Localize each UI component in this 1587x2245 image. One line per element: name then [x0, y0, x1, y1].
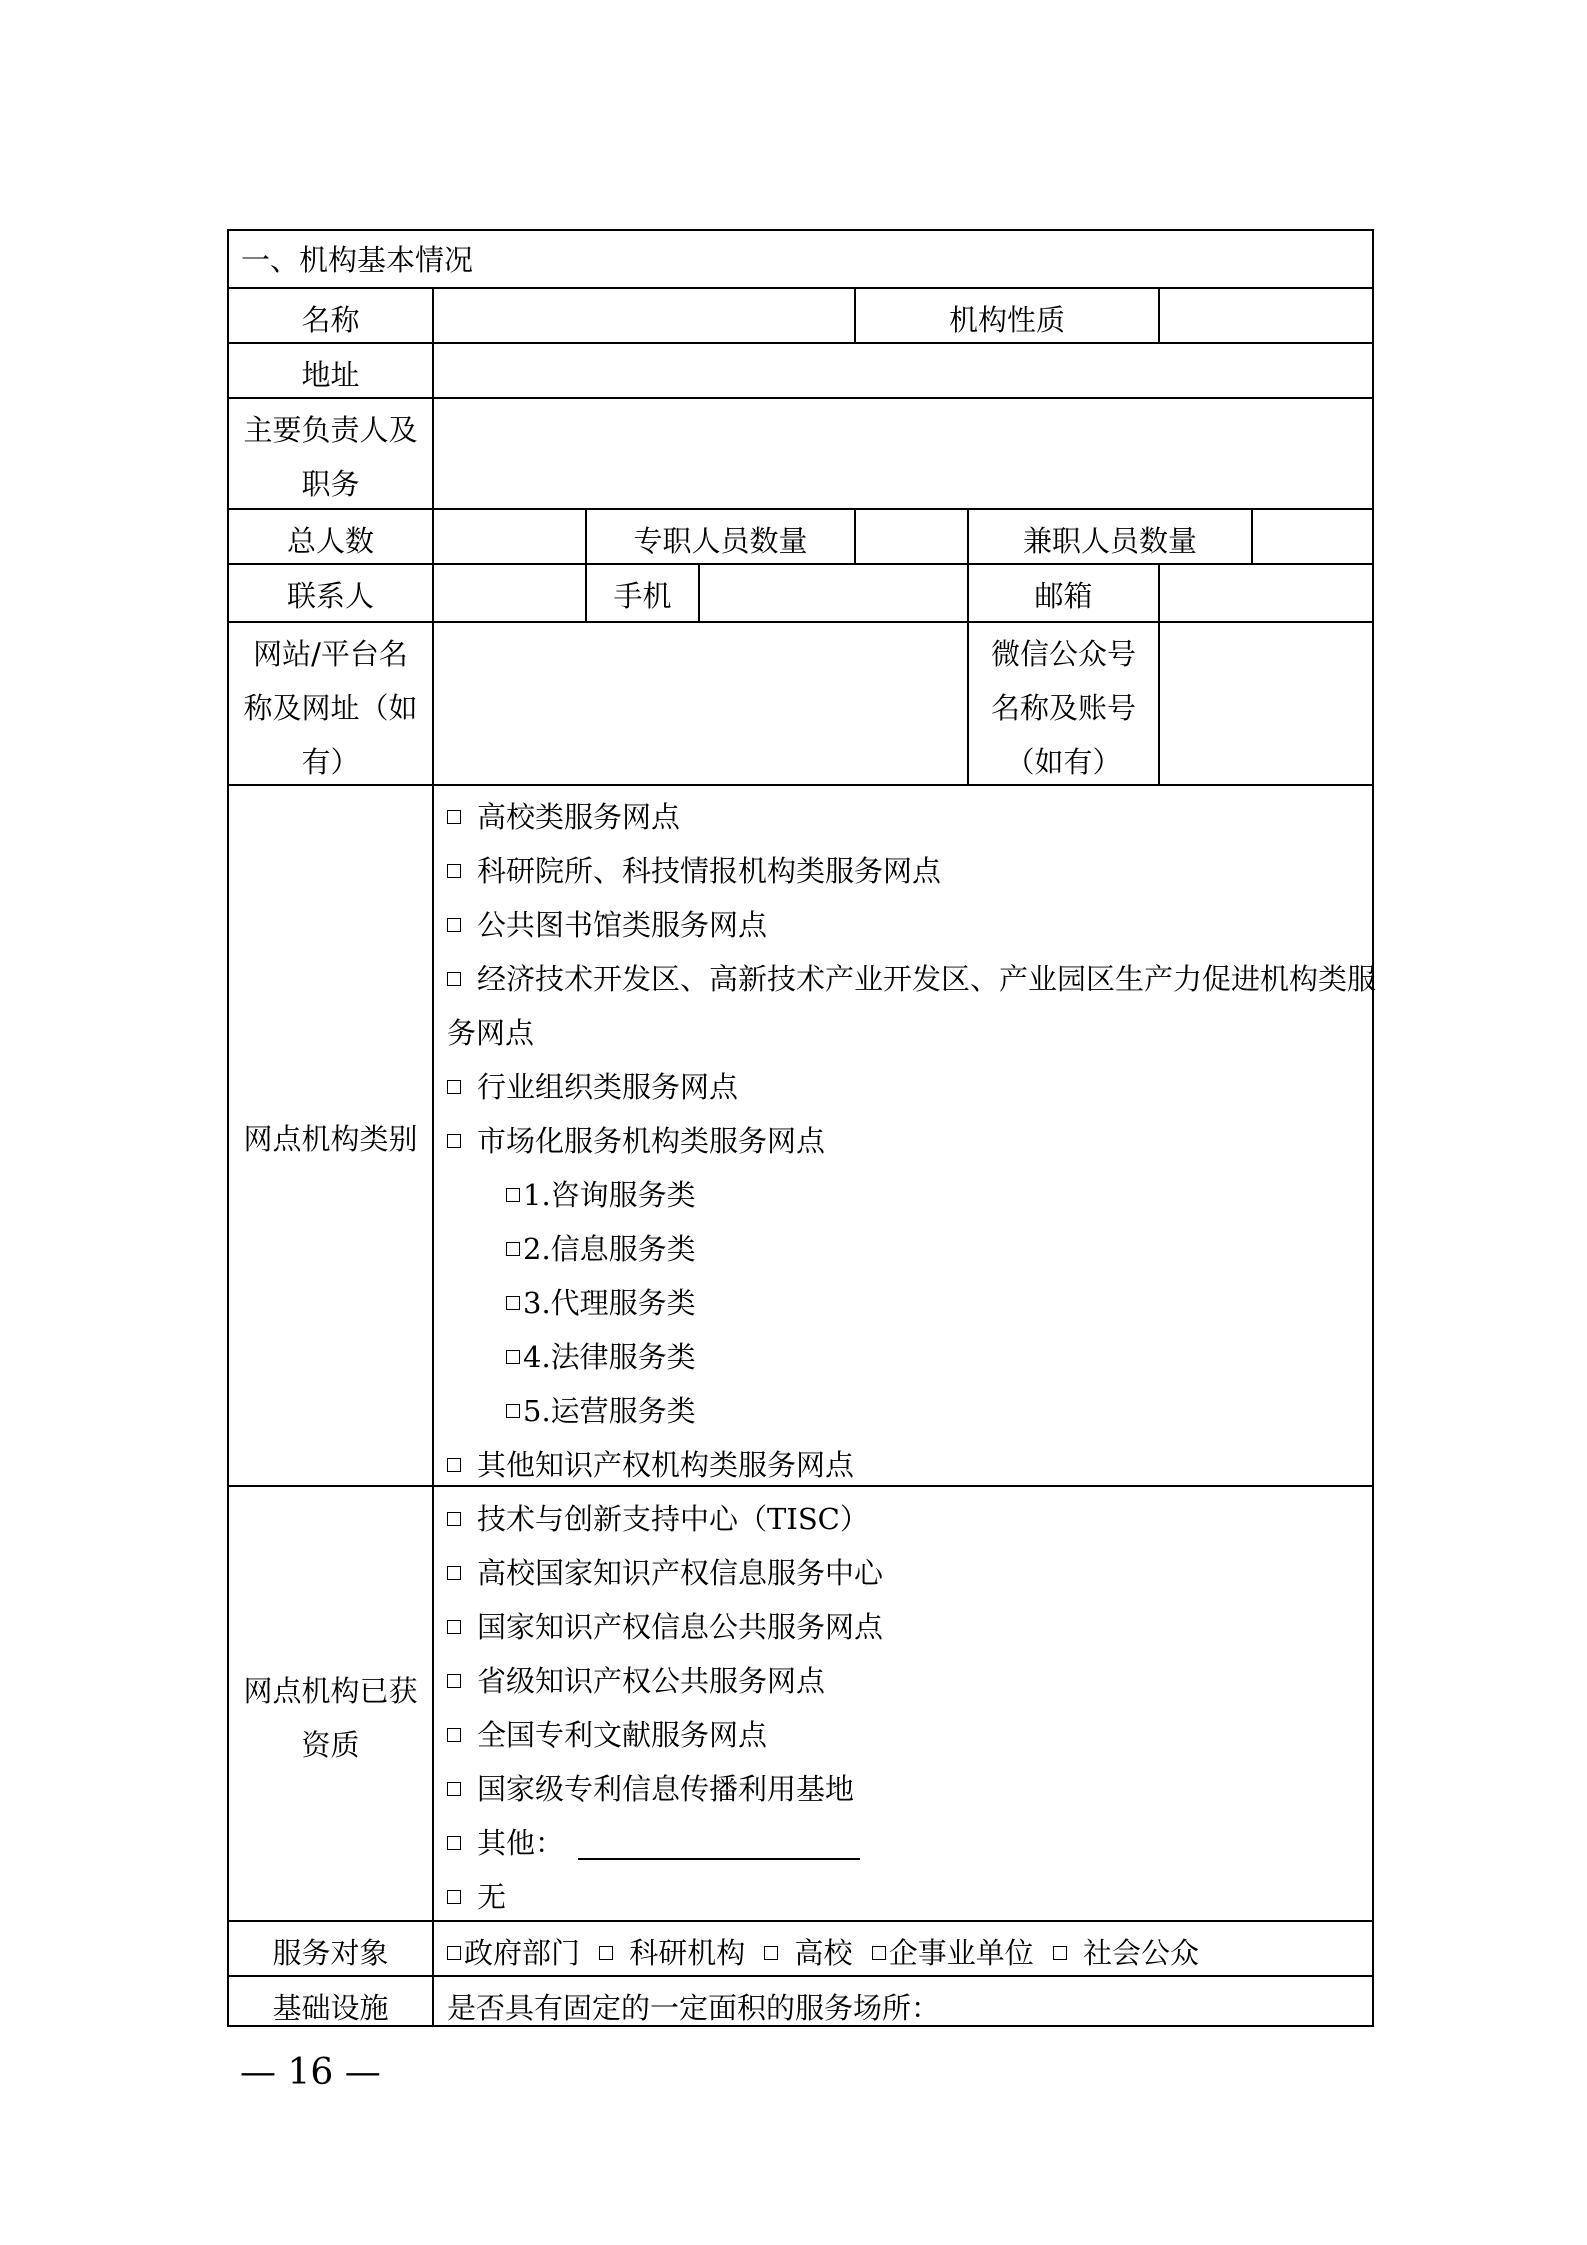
checkbox[interactable] [1053, 1946, 1067, 1960]
contact-input[interactable] [435, 565, 584, 620]
qualification-option[interactable]: 国家知识产权信息公共服务网点 [447, 1610, 883, 1644]
checkbox[interactable] [447, 1782, 461, 1796]
checkbox[interactable] [872, 1946, 886, 1960]
checkbox[interactable] [447, 1512, 461, 1526]
mobile-input[interactable] [701, 565, 966, 620]
category-option-continued: 务网点 [447, 1016, 535, 1050]
row-divider [229, 1975, 1372, 1977]
col-divider [1251, 508, 1253, 563]
address-label: 地址 [301, 358, 360, 392]
col-divider [1158, 287, 1160, 342]
checkbox[interactable] [506, 1188, 520, 1202]
label-column-divider [432, 287, 434, 2025]
website-input-cell[interactable] [435, 623, 966, 783]
category-sub-option[interactable]: 2.信息服务类 [506, 1232, 696, 1266]
service-target-option[interactable]: 社会公众 [1053, 1936, 1199, 1970]
row-divider [229, 784, 1372, 786]
category-sub-option[interactable]: 4.法律服务类 [506, 1340, 696, 1374]
checkbox[interactable] [764, 1946, 778, 1960]
col-divider [854, 508, 856, 563]
qualification-option[interactable]: 高校国家知识产权信息服务中心 [447, 1556, 883, 1590]
infrastructure-label: 基础设施 [272, 1991, 389, 2025]
category-sub-option[interactable]: 1.咨询服务类 [506, 1178, 696, 1212]
checkbox[interactable] [506, 1350, 520, 1364]
col-divider [1158, 563, 1160, 784]
checkbox[interactable] [447, 1946, 461, 1960]
category-option[interactable]: 经济技术开发区、高新技术产业开发区、产业园区生产力促进机构类服 [447, 962, 1376, 996]
checkbox[interactable] [447, 810, 461, 824]
checkbox[interactable] [447, 1080, 461, 1094]
leader-label-line2: 职务 [301, 467, 360, 501]
parttime-staff-label: 兼职人员数量 [1022, 524, 1197, 558]
qualification-option[interactable]: 全国专利文献服务网点 [447, 1718, 767, 1752]
checkbox[interactable] [506, 1404, 520, 1418]
total-staff-input[interactable] [435, 510, 584, 562]
service-target-options [447, 1936, 1199, 1970]
name-input-cell[interactable] [435, 289, 853, 341]
website-label-line3: 有） [301, 745, 360, 779]
service-target-option[interactable]: 科研机构 [599, 1936, 745, 1970]
category-option[interactable]: 行业组织类服务网点 [447, 1070, 738, 1104]
checkbox[interactable] [447, 1566, 461, 1580]
service-target-label: 服务对象 [272, 1936, 389, 1970]
category-sub-option[interactable]: 3.代理服务类 [506, 1286, 696, 1320]
qualification-option[interactable]: 无 [447, 1880, 506, 1914]
name-label: 名称 [301, 303, 360, 337]
email-input[interactable] [1161, 565, 1371, 620]
checkbox[interactable] [447, 1890, 461, 1904]
wechat-input-cell[interactable] [1161, 623, 1371, 783]
address-input-cell[interactable] [435, 344, 1371, 396]
category-label: 网点机构类别 [243, 1122, 418, 1156]
category-option[interactable]: 市场化服务机构类服务网点 [447, 1124, 825, 1158]
qualification-option[interactable]: 技术与创新支持中心（TISC） [447, 1502, 869, 1536]
mobile-label: 手机 [613, 579, 672, 613]
checkbox[interactable] [447, 918, 461, 932]
checkbox[interactable] [447, 864, 461, 878]
website-label-line2: 称及网址（如 [243, 691, 418, 725]
section-title: 一、机构基本情况 [241, 243, 474, 277]
qualification-label-line1: 网点机构已获 [243, 1674, 418, 1708]
service-target-option[interactable]: 政府部门 [447, 1936, 580, 1970]
service-target-option[interactable]: 高校 [764, 1936, 852, 1970]
fulltime-staff-label: 专职人员数量 [633, 524, 808, 558]
total-staff-label: 总人数 [286, 524, 374, 558]
row-divider [229, 508, 1372, 510]
qualification-option-other[interactable]: 其他： [447, 1826, 860, 1860]
qualification-option[interactable]: 国家级专利信息传播利用基地 [447, 1772, 854, 1806]
parttime-staff-input[interactable] [1254, 510, 1371, 562]
checkbox[interactable] [506, 1242, 520, 1256]
contact-label: 联系人 [286, 579, 374, 613]
checkbox[interactable] [447, 1458, 461, 1472]
checkbox[interactable] [447, 1674, 461, 1688]
service-target-option[interactable]: 企事业单位 [872, 1936, 1034, 1970]
wechat-label-line1: 微信公众号 [990, 637, 1136, 671]
fulltime-staff-input[interactable] [857, 510, 966, 562]
col-divider [698, 563, 700, 621]
other-text-blank[interactable] [578, 1828, 860, 1860]
checkbox[interactable] [447, 972, 461, 986]
category-option[interactable]: 高校类服务网点 [447, 800, 680, 834]
nature-input-cell[interactable] [1161, 289, 1371, 341]
wechat-label-line3: （如有） [1005, 745, 1122, 779]
leader-label-line1: 主要负责人及 [243, 413, 418, 447]
checkbox[interactable] [447, 1134, 461, 1148]
category-sub-option[interactable]: 5.运营服务类 [506, 1394, 696, 1428]
checkbox[interactable] [447, 1620, 461, 1634]
page-number: — 16 — [240, 2052, 381, 2093]
row-divider [229, 1485, 1372, 1487]
qualification-option[interactable]: 省级知识产权公共服务网点 [447, 1664, 825, 1698]
email-label: 邮箱 [1034, 579, 1093, 613]
nature-label: 机构性质 [948, 303, 1065, 337]
checkbox[interactable] [506, 1296, 520, 1310]
checkbox[interactable] [447, 1728, 461, 1742]
qualification-label-line2: 资质 [301, 1728, 360, 1762]
category-option[interactable]: 其他知识产权机构类服务网点 [447, 1448, 854, 1482]
leader-input-cell[interactable] [435, 399, 1371, 507]
institution-info-form [227, 229, 1377, 2027]
checkbox[interactable] [447, 1836, 461, 1850]
checkbox[interactable] [599, 1946, 613, 1960]
infrastructure-question: 是否具有固定的一定面积的服务场所： [447, 1991, 941, 2025]
website-label-line1: 网站/平台名 [253, 637, 408, 671]
category-option[interactable]: 科研院所、科技情报机构类服务网点 [447, 854, 941, 888]
category-option[interactable]: 公共图书馆类服务网点 [447, 908, 767, 942]
row-divider [229, 1920, 1372, 1922]
wechat-label-line2: 名称及账号 [990, 691, 1136, 725]
